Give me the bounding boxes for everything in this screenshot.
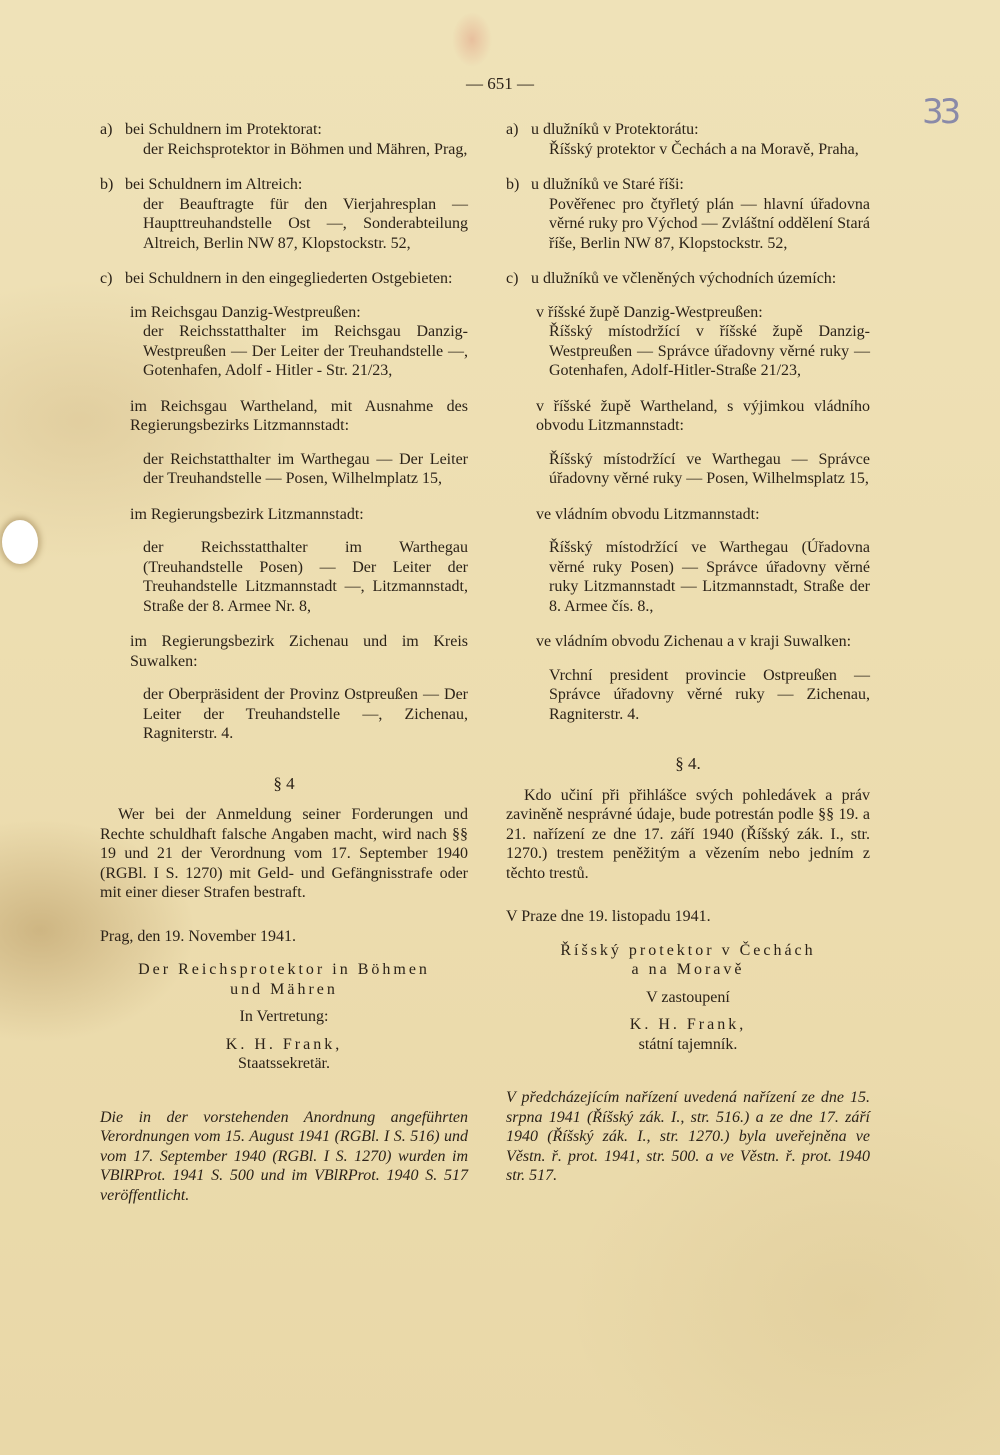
item-mark: a) xyxy=(100,121,113,138)
signatory-title: Der Reichsprotektor in Böhmen xyxy=(138,961,430,978)
item-mark: c) xyxy=(100,270,113,287)
region-body: Vrchní president provincie Ostpreußen — Správce úřadovny věrné ruky — Zichenau, Ragniterstr. 4. xyxy=(549,666,870,723)
signatory-title: und Mähren xyxy=(230,980,338,998)
signatory-name: K. H. Frank, xyxy=(225,1035,343,1053)
item-heading: bei Schuldnern im Altreich: xyxy=(125,176,303,193)
publication-note: V předcházejícím nařízení uvedená nařízení ze dne 15. srpna 1941 (Říšský zák. I., str. 516.) a ze dne 17. září 1940 (Říšský zák. I., str. 1270.) byla uveřejněna ve Věstn. ř. prot. 1941, str. 500. a ve Věstn. ř. prot. 1940 str. 517. xyxy=(506,1089,870,1184)
publication-note: Die in der vorstehenden Anordnung angeführten Verordnungen vom 15. August 1941 (RGBl. I S. 516) und vom 17. September 1940 (RGBl. I S. 1270) wurden im VBlRProt. 1941 S. 500 und im VBlRProt. 1940 S. 517 veröffentlicht. xyxy=(100,1108,468,1204)
signatory-title: a na Moravě xyxy=(631,961,745,978)
item-mark: c) xyxy=(506,270,519,287)
item-body: der Beauftragte für den Vierjahresplan — Haupttreuhandstelle Ost —, Sonderabteilung Altreich, Berlin NW 87, Klopstockstr. 52, xyxy=(143,195,468,252)
item-heading: u dlužníků v Protektorátu: xyxy=(531,121,699,138)
representation-label: In Vertretung: xyxy=(239,1008,329,1025)
item-heading: bei Schuldnern in den eingegliederten Ostgebieten: xyxy=(125,270,453,287)
region-heading: ve vládním obvodu Zichenau a v kraji Suwalken: xyxy=(536,633,852,650)
item-c xyxy=(100,269,468,289)
margin-pencil-note: 33 xyxy=(922,92,958,132)
region-heading: im Reichsgau Danzig-Westpreußen: xyxy=(130,303,361,321)
item-body: Pověřenec pro čtyřletý plán — hlavní úřadovna věrné ruky pro Východ — Zvláštní oddělení Stará říše, Berlin NW 87, Klopstockstr. 52, xyxy=(549,195,870,252)
place-date: Prag, den 19. November 1941. xyxy=(100,927,296,945)
item-c xyxy=(506,269,870,289)
region-body: Říšský místodržící ve Warthegau (Úřadovna věrné ruky Posen) — Správce úřadovny věrné ruky Litzmannstadt — Litzmannstadt, Straße der 8. Armee čís. 8., xyxy=(549,539,870,615)
representation-label: V zastoupení xyxy=(646,988,730,1006)
item-heading: bei Schuldnern im Protektorat: xyxy=(125,121,322,138)
item-body: der Reichsprotektor in Böhmen und Mähren, Prag, xyxy=(143,140,468,158)
region-heading: im Reichsgau Wartheland, mit Ausnahme des Regierungsbezirks Litzmannstadt: xyxy=(130,397,468,434)
region-heading: ve vládním obvodu Litzmannstadt: xyxy=(536,505,760,523)
page-number: — 651 — xyxy=(466,74,534,93)
item-heading: u dlužníků ve včleněných východních územích: xyxy=(531,270,837,287)
item-b xyxy=(506,175,870,195)
item-mark: b) xyxy=(100,176,114,193)
signatory-rank: státní tajemník. xyxy=(638,1035,738,1053)
region-body: Říšský místodržící ve Warthegau — Správce úřadovny věrné ruky — Posen, Wilhelmsplatz 15, xyxy=(549,450,870,487)
section-text: Kdo učiní při přihlášce svých pohledávek a práv zaviněně nesprávné údaje, bude potrestán podle §§ 19. a 21. nařízení ze dne 17. září 1940 (Říšský zák. I., str. 1270.) trestem peněžitým a vězením nebo jedním z těchto trestů. xyxy=(506,786,870,882)
region-body: Říšský místodržící v říšské župě Danzig-Westpreußen — Správce úřadovny věrné ruky — Gotenhafen, Adolf-Hitler-Straße 21/23, xyxy=(549,323,870,379)
german-column xyxy=(100,120,468,1205)
item-a xyxy=(100,120,468,140)
section-title: § 4. xyxy=(675,754,701,773)
item-heading: u dlužníků ve Staré říši: xyxy=(531,176,684,193)
place-date: V Praze dne 19. listopadu 1941. xyxy=(506,908,711,925)
signatory-title: Říšský protektor v Čechách xyxy=(560,941,816,959)
section-text: Wer bei der Anmeldung seiner Forderungen und Rechte schuldhaft falsche Angaben macht, wird nach §§ 19 und 21 der Verordnung vom 17. September 1940 (RGBl. I S. 1270) mit Geld- und Gefängnisstrafe oder mit einer dieser Strafen bestraft. xyxy=(100,806,468,901)
region-heading: v říšské župě Wartheland, s výjimkou vládního obvodu Litzmannstadt: xyxy=(536,397,870,434)
czech-column xyxy=(506,120,870,1186)
punch-hole xyxy=(2,520,38,564)
item-mark: b) xyxy=(506,176,520,193)
region-body: der Oberpräsident der Provinz Ostpreußen — Der Leiter der Treuhandstelle —, Zichenau, Ragniterstr. 4. xyxy=(143,686,468,742)
region-body: der Reichsstatthalter im Warthegau (Treuhandstelle Posen) — Der Leiter der Treuhandstelle Litzmannstadt —, Litzmannstadt, Straße der 8. Armee Nr. 8, xyxy=(143,539,468,615)
signatory-rank: Staatssekretär. xyxy=(238,1055,330,1072)
signatory-name: K. H. Frank, xyxy=(629,1016,747,1033)
region-body: der Reichsstatthalter im Reichsgau Danzig-Westpreußen — Der Leiter der Treuhandstelle —, Gotenhafen, Adolf - Hitler - Str. 21/23, xyxy=(143,323,468,379)
faded-stamp-mark xyxy=(452,12,492,67)
region-heading: im Regierungsbezirk Zichenau und im Kreis Suwalken: xyxy=(130,633,468,670)
item-b xyxy=(100,175,468,195)
region-heading: im Regierungsbezirk Litzmannstadt: xyxy=(130,505,364,523)
region-heading: v říšské župě Danzig-Westpreußen: xyxy=(536,303,763,321)
item-a xyxy=(506,120,870,140)
item-body: Říšský protektor v Čechách a na Moravě, Praha, xyxy=(549,140,859,158)
section-title: § 4 xyxy=(273,773,295,793)
region-body: der Reichstatthalter im Warthegau — Der Leiter der Treuhandstelle — Posen, Wilhelmplatz 15, xyxy=(143,450,468,487)
item-mark: a) xyxy=(506,121,519,138)
